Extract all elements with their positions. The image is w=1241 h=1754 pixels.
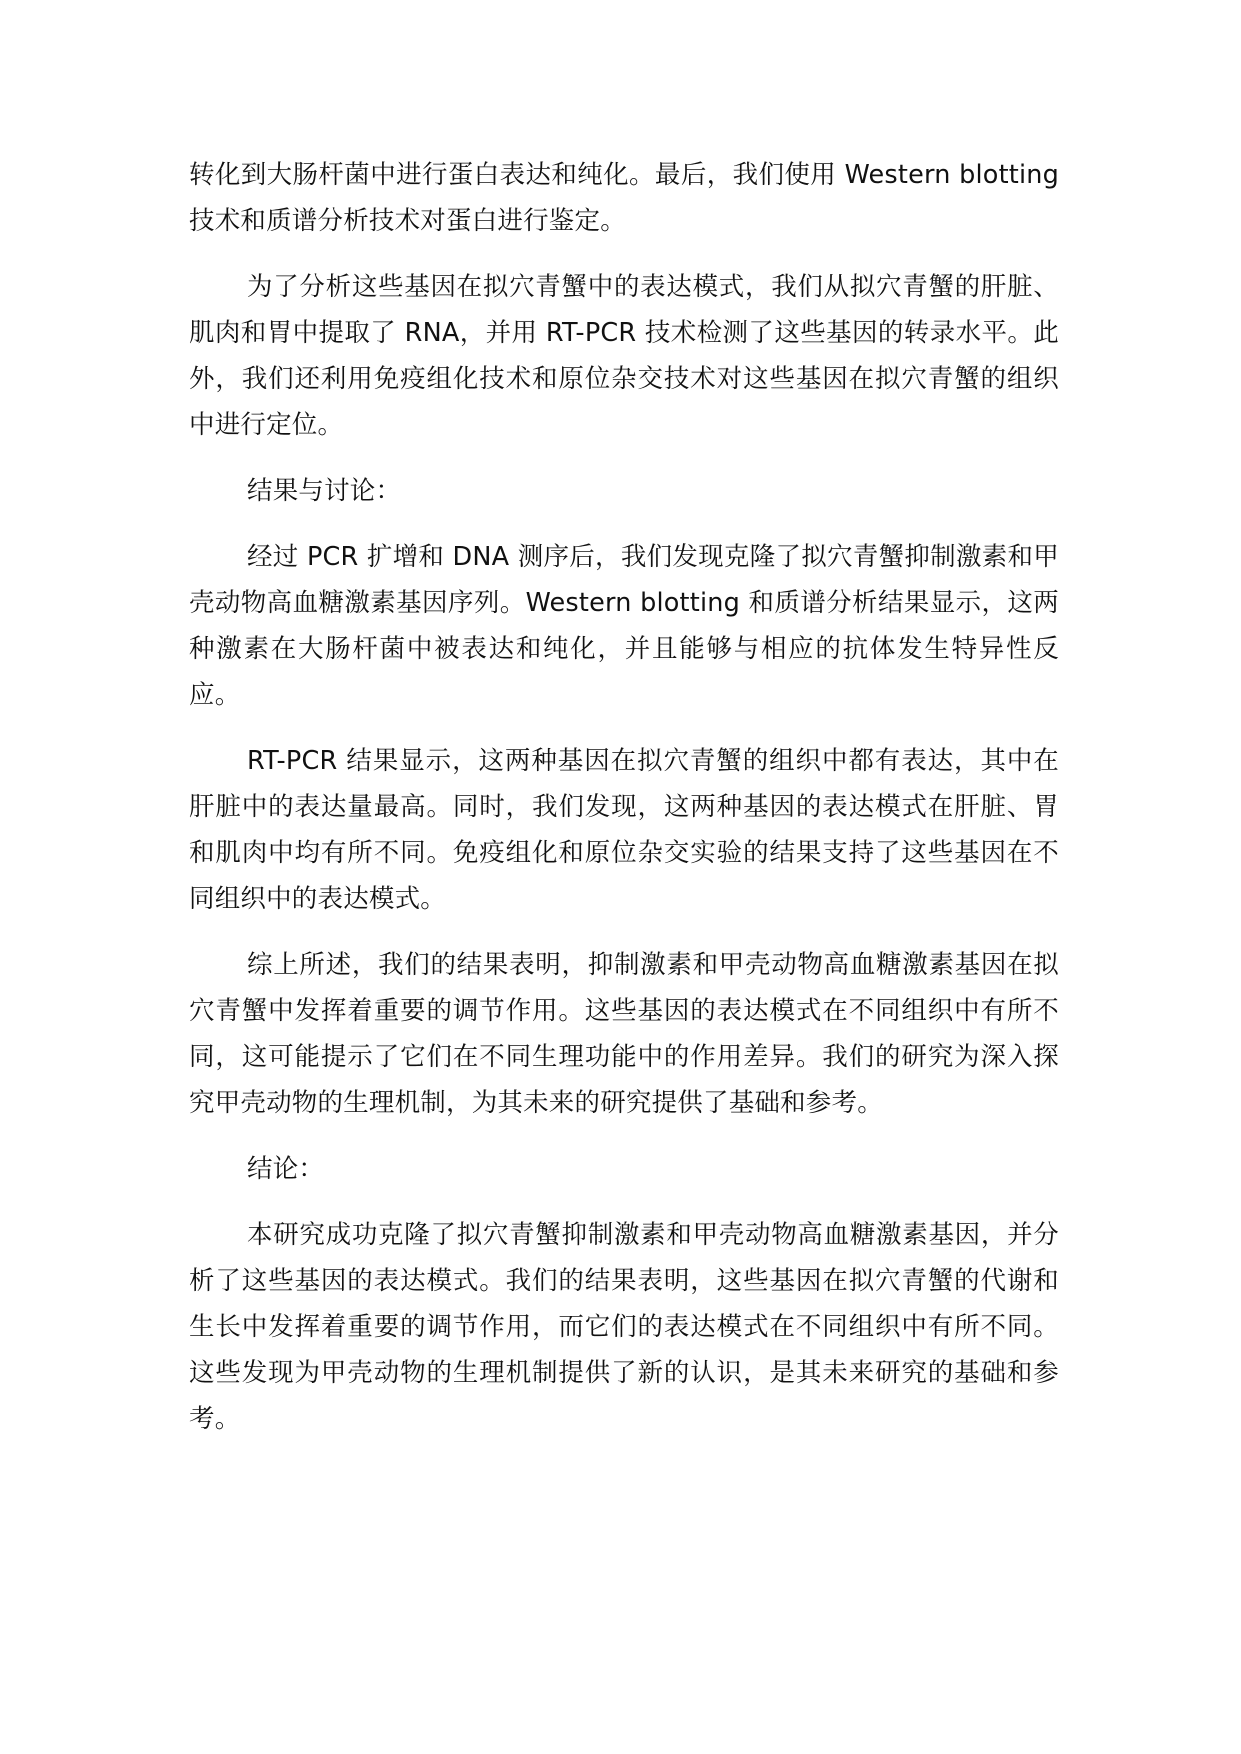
document-page [189, 152, 1059, 1462]
heading-results-discussion: 结果与讨论： [247, 476, 402, 506]
paragraph-rt-pcr-results: RT-PCR 结果显示，这两种基因在拟穴青蟹的组织中都有表达，其中在肝脏中的表达量最高。同时，我们发现，这两种基因的表达模式在肝脏、胃和肌肉中均有所不同。免疫组化和原位杂交实验的结果支持了这些基因在不同组织中的表达模式。 [189, 746, 1059, 914]
paragraph-methods-continued: 转化到大肠杆菌中进行蛋白表达和纯化。最后，我们使用 Western blotting 技术和质谱分析技术对蛋白进行鉴定。 [189, 160, 1059, 236]
paragraph-cloning-results: 经过 PCR 扩增和 DNA 测序后，我们发现克隆了拟穴青蟹抑制激素和甲壳动物高血糖激素基因序列。Western blotting 和质谱分析结果显示，这两种激素在大肠杆菌中被表达和纯化，并且能够与相应的抗体发生特异性反应。 [189, 542, 1059, 710]
paragraph-summary: 综上所述，我们的结果表明，抑制激素和甲壳动物高血糖激素基因在拟穴青蟹中发挥着重要的调节作用。这些基因的表达模式在不同组织中有所不同，这可能提示了它们在不同生理功能中的作用差异。我们的研究为深入探究甲壳动物的生理机制，为其未来的研究提供了基础和参考。 [189, 950, 1059, 1118]
paragraph-expression-analysis: 为了分析这些基因在拟穴青蟹中的表达模式，我们从拟穴青蟹的肝脏、肌肉和胃中提取了 RNA，并用 RT-PCR 技术检测了这些基因的转录水平。此外，我们还利用免疫组化技术和原位杂交技术对这些基因在拟穴青蟹的组织中进行定位。 [189, 272, 1059, 440]
paragraph-conclusion: 本研究成功克隆了拟穴青蟹抑制激素和甲壳动物高血糖激素基因，并分析了这些基因的表达模式。我们的结果表明，这些基因在拟穴青蟹的代谢和生长中发挥着重要的调节作用，而它们的表达模式在不同组织中有所不同。这些发现为甲壳动物的生理机制提供了新的认识，是其未来研究的基础和参考。 [189, 1220, 1059, 1434]
heading-conclusion: 结论： [247, 1154, 325, 1184]
